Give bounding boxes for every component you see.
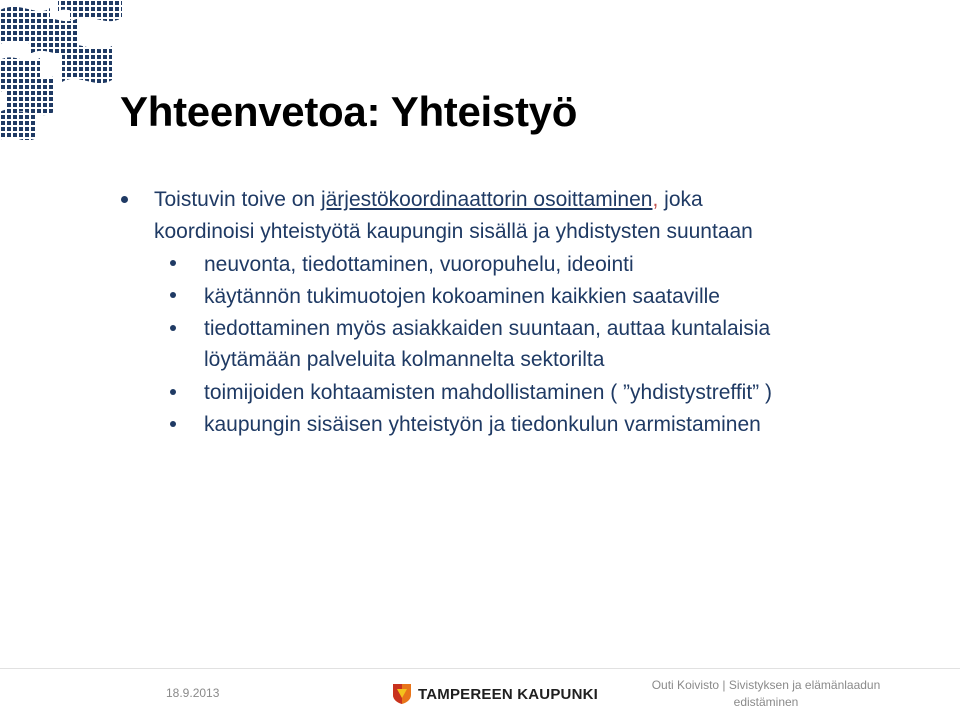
bullet-dot [121,196,128,203]
sub-bullet-3-cont: löytämään palveluita kolmannelta sektorilta [204,348,605,371]
tampere-crest-icon [392,683,412,705]
sub-bullet-5: kaupungin sisäisen yhteistyön ja tiedonkulun varmistaminen [204,413,761,436]
footer-author-line1: Outi Koivisto | Sivistyksen ja elämänlaadun [651,678,881,692]
main-bullet-line1 [154,187,703,213]
slide-title: Yhteenvetoa: Yhteistyö [120,88,578,135]
bullet-dot [170,260,176,266]
footer-brand: TAMPEREEN KAUPUNKI [418,686,598,703]
sub-bullet-2: käytännön tukimuotojen kokoaminen kaikkien saataville [204,285,720,308]
bullet-dot [170,292,176,298]
sub-bullet-1: neuvonta, tiedottaminen, vuoropuhelu, ideointi [204,253,634,276]
main-bullet-comma: , [652,188,659,211]
main-bullet-line2: koordinoisi yhteistyötä kaupungin sisällä ja yhdistysten suuntaan [154,220,753,243]
main-bullet-suffix: joka [658,188,703,211]
footer-divider [0,668,960,669]
sub-bullet-4: toimijoiden kohtaamisten mahdollistaminen ( ”yhdistystreffit” ) [204,381,773,404]
bullet-dot [170,421,176,427]
footer-author-line2: edistäminen [733,695,799,709]
tampere-pattern-logo [0,0,130,140]
coordinator-link[interactable]: järjestökoordinaattorin osoittaminen [320,188,653,211]
bullet-dot [170,325,176,331]
bullet-dot [170,389,176,395]
footer-date: 18.9.2013 [166,686,220,700]
footer-author [636,677,896,711]
sub-bullet-3: tiedottaminen myös asiakkaiden suuntaan, auttaa kuntalaisia [204,317,771,340]
main-bullet-prefix: Toistuvin toive on [154,188,321,211]
